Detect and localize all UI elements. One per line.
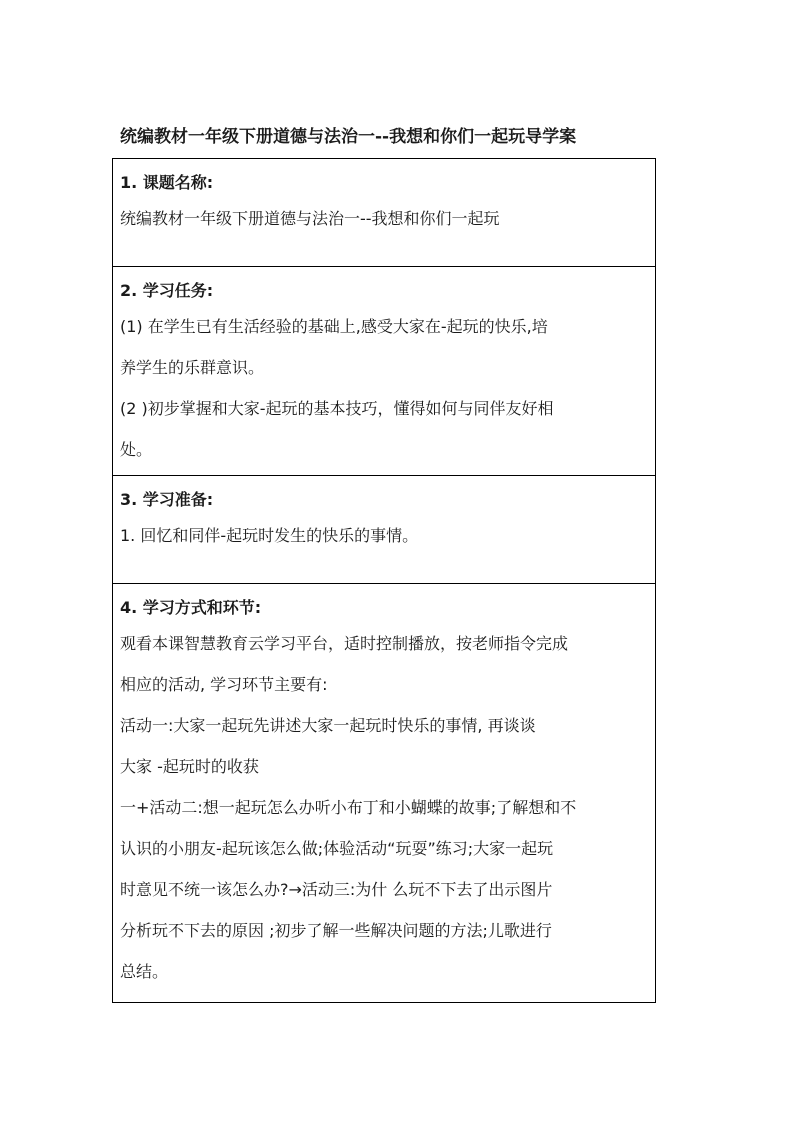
lesson-plan-table [112,158,656,1003]
section-line: 统编教材一年级下册道德与法治一--我想和你们一起玩 [120,209,500,228]
section-line: 活动一:大家一起玩先讲述大家一起玩时快乐的事情, 再谈谈 [120,716,536,735]
section-learning-tasks [113,267,655,476]
section-learning-preparation [113,476,655,584]
section-line: 养学生的乐群意识。 [120,358,265,377]
document-title: 统编教材一年级下册道德与法治一--我想和你们一起玩导学案 [120,127,577,147]
section-line: 相应的活动, 学习环节主要有: [120,675,328,694]
section-line: 大家 -起玩时的收获 [120,757,259,776]
section-line: 观看本课智慧教育云学习平台，适时控制播放，按老师指令完成 [120,634,569,653]
section-topic-name [113,159,655,267]
section-line: 1. 回忆和同伴-起玩时发生的快乐的事情。 [120,526,419,545]
section-line: 分析玩不下去的原因 ;初步了解一些解决问题的方法;儿歌进行 [120,921,552,940]
section-heading: 3. 学习准备: [120,490,214,509]
section-line: (1) 在学生已有生活经验的基础上,感受大家在-起玩的快乐,培 [120,317,548,336]
section-line: (2 )初步掌握和大家-起玩的基本技巧，懂得如何与同伴友好相 [120,399,554,418]
section-line: 时意见不统一该怎么办?→活动三:为什 么玩不下去了出示图片 [120,880,553,899]
section-heading: 2. 学习任务: [120,281,214,300]
section-line: 认识的小朋友-起玩该怎么做;体验活动“玩耍”练习;大家一起玩 [120,839,554,858]
section-line: 总结。 [120,962,169,981]
section-learning-methods [113,584,655,1002]
section-heading: 4. 学习方式和环节: [120,598,262,617]
section-line: 处。 [120,440,153,459]
section-heading: 1. 课题名称: [120,173,214,192]
section-line: 一+活动二:想一起玩怎么办听小布丁和小蝴蝶的故事;了解想和不 [120,798,577,817]
